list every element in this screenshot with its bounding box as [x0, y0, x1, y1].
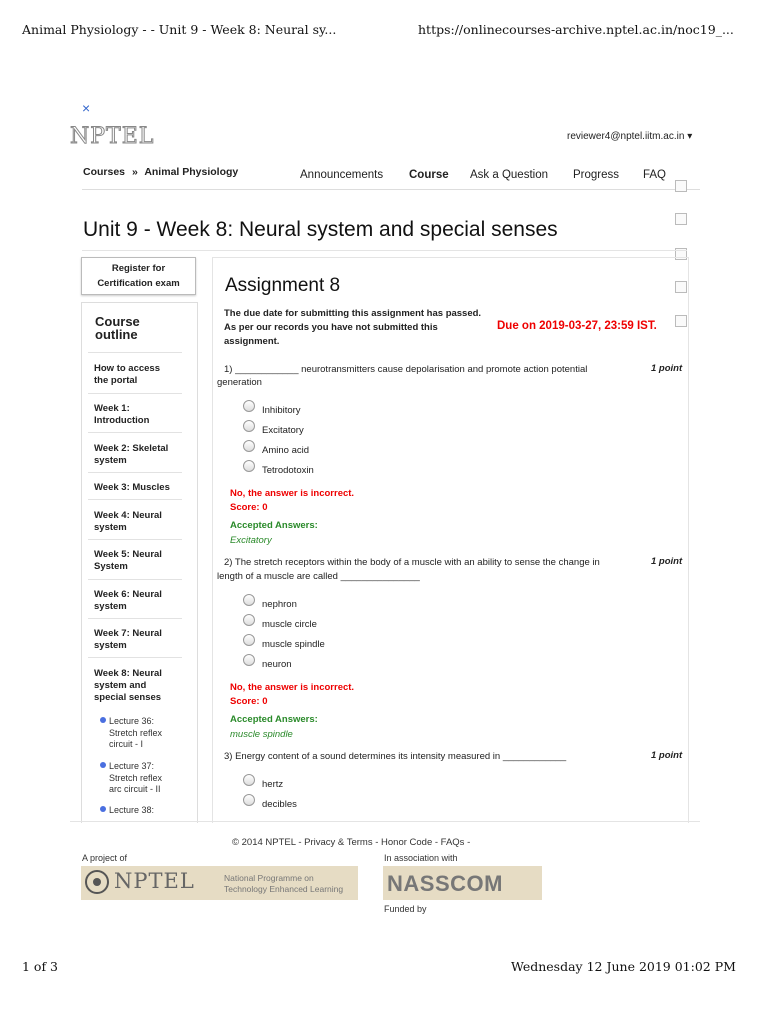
course-outline-heading-line1: Course — [95, 314, 140, 329]
nptel-footer-logo-text: NPTEL — [114, 869, 195, 893]
sidebar-item-label: Week 6: Neural — [94, 589, 162, 600]
close-button[interactable]: × — [82, 100, 91, 116]
sidebar-lecture-36[interactable] — [109, 716, 179, 751]
sidebar-item-week-3[interactable] — [94, 482, 182, 494]
breadcrumb-separator: » — [131, 166, 138, 178]
sidebar-divider — [88, 618, 182, 619]
lecture-label: circuit - I — [109, 739, 144, 749]
due-msg-line: The due date for submitting this assignment has passed. — [224, 308, 482, 319]
feedback-icon[interactable] — [675, 180, 687, 192]
sidebar-divider — [88, 579, 182, 580]
register-line-2: Certification exam — [97, 278, 180, 289]
question-3-points: 1 point — [651, 750, 683, 761]
sidebar-item-week-8[interactable] — [94, 668, 182, 704]
print-footer-date: Wednesday 12 June 2019 01:02 PM — [511, 959, 736, 974]
question-text-line: 1) ____________ neurotransmitters cause depolarisation and promote action potential — [224, 364, 588, 375]
nptel-logo[interactable]: NPTEL — [70, 124, 155, 149]
sidebar-item-label: Introduction — [94, 415, 150, 426]
sidebar-item-label: system and — [94, 680, 147, 691]
question-2-option-3: muscle spindle — [262, 639, 325, 650]
sidebar-divider — [88, 352, 182, 353]
sidebar-item-label: Week 7: Neural — [94, 628, 162, 639]
question-2-option-2: muscle circle — [262, 619, 317, 630]
nptel-tagline — [224, 873, 343, 895]
due-msg-line: As per our records you have not submitted this — [224, 322, 438, 333]
footer-project-label: A project of — [82, 853, 128, 863]
nptel-tagline-line: Technology Enhanced Learning — [224, 884, 344, 894]
question-2-result: No, the answer is incorrect. — [230, 682, 355, 693]
footer-copyright: © 2014 NPTEL - Privacy & Terms - Honor Code - FAQs - — [232, 837, 471, 848]
question-3-text: 3) Energy content of a sound determines its intensity measured in ____________ — [224, 751, 567, 762]
lecture-label: Lecture 38: — [109, 805, 155, 815]
sidebar-item-label: system — [94, 640, 127, 651]
sidebar-item-week-5[interactable] — [94, 549, 182, 573]
sidebar-divider — [88, 539, 182, 540]
footer-association-label: In association with — [384, 853, 458, 863]
nptel-emblem-center — [93, 878, 101, 886]
question-2-accepted-label: Accepted Answers: — [230, 714, 318, 725]
sidebar-item-week-7[interactable] — [94, 628, 182, 652]
sidebar-item-label: Week 3: Muscles — [94, 482, 170, 493]
question-1-option-1-radio[interactable] — [243, 400, 255, 412]
question-2-points: 1 point — [651, 556, 683, 567]
nasscom-logo-text: NASSCOM — [387, 871, 503, 896]
sidebar-item-label: Week 4: Neural — [94, 510, 162, 521]
question-2-accepted-answer: muscle spindle — [230, 729, 293, 740]
sidebar-divider — [88, 657, 182, 658]
sidebar-item-label: Week 5: Neural — [94, 549, 162, 560]
user-email: reviewer4@nptel.iitm.ac.in — [567, 131, 685, 142]
sidebar-item-label: system — [94, 522, 127, 533]
question-1-option-4: Tetrodotoxin — [262, 465, 314, 476]
footer-funded-label: Funded by — [384, 904, 427, 914]
bullet-icon — [100, 717, 106, 723]
breadcrumb — [83, 166, 238, 178]
question-1-option-1: Inhibitory — [262, 405, 301, 416]
question-1-score: Score: 0 — [230, 502, 268, 513]
sidebar-item-label: Week 1: — [94, 403, 130, 414]
user-menu[interactable] — [567, 131, 692, 142]
print-header-title: Animal Physiology - - Unit 9 - Week 8: Neural sy... — [22, 22, 337, 37]
sidebar-item-label: system — [94, 601, 127, 612]
nav-announcements[interactable]: Announcements — [300, 169, 384, 181]
sidebar-divider — [88, 432, 182, 433]
lecture-label: arc circuit - II — [109, 784, 161, 794]
nav-progress[interactable]: Progress — [573, 169, 620, 181]
register-certification-button[interactable] — [81, 257, 196, 295]
assignment-title: Assignment 8 — [225, 275, 341, 296]
question-2-text: 2) The stretch receptors within the body of a muscle with an ability to sense the change in — [224, 557, 600, 568]
question-2-option-1-radio[interactable] — [243, 594, 255, 606]
sidebar-item-label: the portal — [94, 375, 138, 386]
question-1-text — [224, 363, 644, 376]
sidebar-item-week-2[interactable] — [94, 443, 182, 467]
breadcrumb-course[interactable]: Animal Physiology — [144, 166, 239, 178]
sidebar-item-week-6[interactable] — [94, 589, 182, 613]
sidebar-divider — [88, 472, 182, 473]
question-2-option-1: nephron — [262, 599, 297, 610]
sidebar-lecture-37[interactable] — [109, 761, 179, 796]
sidebar-item-label: Week 8: Neural — [94, 668, 162, 679]
question-1-text-cont: generation — [217, 377, 262, 388]
sidebar-divider — [88, 393, 182, 394]
question-1-accepted-answer: Excitatory — [230, 535, 272, 546]
question-1-option-3: Amino acid — [262, 445, 309, 456]
question-1-points: 1 point — [651, 363, 683, 374]
due-on-label: Due on 2019-03-27, 23:59 IST. — [497, 320, 657, 332]
sidebar-item-label: Week 2: Skeletal — [94, 443, 169, 454]
print-footer-page: 1 of 3 — [22, 959, 59, 974]
question-2-option-3-radio[interactable] — [243, 634, 255, 646]
page-title: Unit 9 - Week 8: Neural system and special senses — [83, 218, 558, 241]
lecture-label: Stretch reflex — [109, 727, 163, 738]
nav-divider — [82, 189, 700, 190]
question-1-accepted-label: Accepted Answers: — [230, 520, 318, 531]
register-line-1: Register for — [111, 263, 166, 274]
question-1-result: No, the answer is incorrect. — [230, 488, 355, 499]
nav-faq[interactable]: FAQ — [643, 169, 667, 181]
nptel-emblem-icon — [85, 870, 109, 894]
sidebar-item-label: How to access — [94, 363, 160, 374]
sidebar-item-label: system — [94, 455, 127, 466]
nptel-tagline-line: National Programme on — [224, 873, 314, 883]
question-3-option-2-radio[interactable] — [243, 794, 255, 806]
question-2-score: Score: 0 — [230, 696, 268, 707]
sidebar-item-label: System — [94, 561, 128, 572]
feedback-icon[interactable] — [675, 213, 687, 225]
question-2-option-4-radio[interactable] — [243, 654, 255, 666]
nav-ask-question[interactable]: Ask a Question — [470, 169, 548, 181]
bullet-icon — [100, 806, 106, 812]
bullet-icon — [100, 762, 106, 768]
question-2-option-4: neuron — [262, 659, 292, 670]
footer-divider — [70, 821, 700, 822]
question-1-option-4-radio[interactable] — [243, 460, 255, 472]
question-3-option-1-radio[interactable] — [243, 774, 255, 786]
question-1-option-2-radio[interactable] — [243, 420, 255, 432]
due-date-message — [224, 307, 481, 349]
question-2-text-cont: length of a muscle are called _______________ — [217, 571, 420, 582]
sidebar-divider — [88, 499, 182, 500]
course-outline-heading — [95, 315, 140, 341]
question-2-option-2-radio[interactable] — [243, 614, 255, 626]
nptel-footer-logo[interactable] — [81, 866, 358, 900]
sidebar-item-label: special senses — [94, 692, 162, 703]
question-1-option-3-radio[interactable] — [243, 440, 255, 452]
due-msg-line: assignment. — [224, 336, 280, 347]
breadcrumb-courses[interactable]: Courses — [83, 166, 126, 178]
nasscom-logo[interactable] — [383, 866, 542, 900]
lecture-label: Stretch reflex — [109, 772, 163, 783]
chevron-down-icon: ▾ — [687, 131, 693, 142]
sidebar-item-how-to-access[interactable] — [94, 363, 182, 387]
sidebar-item-week-1[interactable] — [94, 403, 182, 427]
sidebar-item-week-4[interactable] — [94, 510, 182, 534]
title-divider — [82, 250, 687, 251]
lecture-label: Lecture 37: — [109, 761, 155, 771]
question-3-option-2: decibles — [262, 799, 297, 810]
question-1-option-2: Excitatory — [262, 425, 304, 436]
course-outline-heading-line2: outline — [95, 327, 138, 342]
print-header-url: https://onlinecourses-archive.nptel.ac.in/noc19_... — [418, 22, 734, 37]
nav-course[interactable]: Course — [409, 169, 449, 181]
lecture-label: Lecture 36: — [109, 716, 155, 726]
question-3-option-1: hertz — [262, 779, 284, 790]
sidebar-lecture-38[interactable] — [109, 805, 179, 817]
